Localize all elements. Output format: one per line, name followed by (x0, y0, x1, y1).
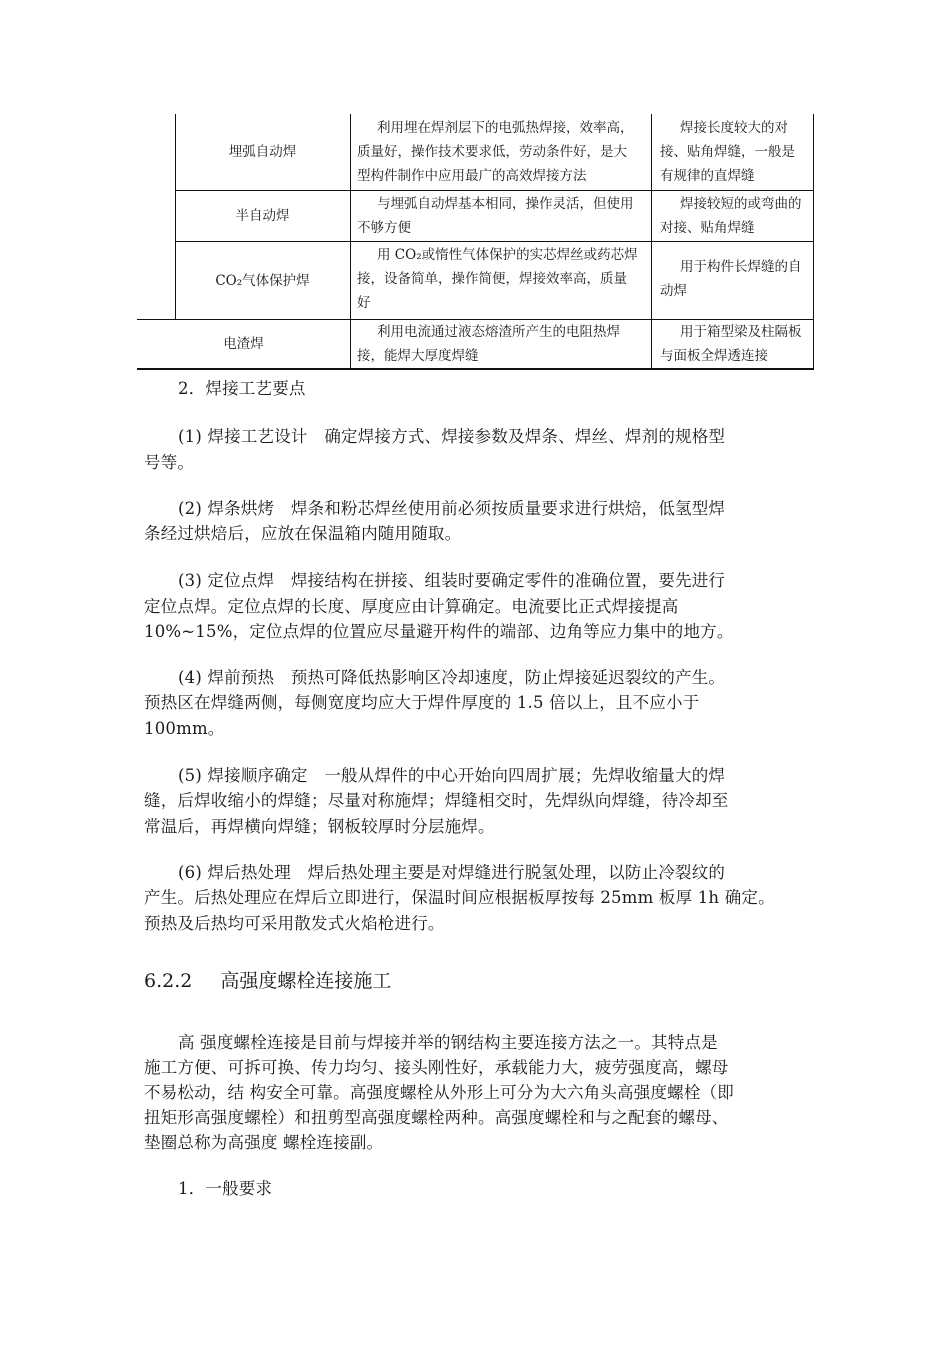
point-line: 10%~15%，定位点焊的位置应尽量避开构件的端部、边角等应力集中的地方。 (144, 622, 734, 641)
point-line: 100mm。 (144, 719, 225, 738)
table-line: 有规律的直焊缝 (660, 168, 755, 184)
section-title: 2．焊接工艺要点 (178, 379, 306, 398)
point-line: (2) 焊条烘烤 焊条和粉芯焊丝使用前必须按质量要求进行烘焙，低氢型焊 (178, 499, 726, 518)
point-line: 号等。 (144, 453, 195, 472)
table-line: 利用电流通过液态熔渣所产生的电阻热焊 (377, 324, 620, 340)
intro-line: 高 强度螺栓连接是目前与焊接并举的钢结构主要连接方法之一。其特点是 (178, 1033, 718, 1052)
table-cell-method: CO₂气体保护焊 (215, 272, 310, 289)
point-line: (4) 焊前预热 预热可降低热影响区冷却速度，防止焊接延迟裂纹的产生。 (178, 668, 726, 687)
table-line: 与埋弧自动焊基本相同，操作灵活，但使用 (377, 196, 634, 212)
table-line: 焊接长度较大的对 (680, 120, 788, 136)
table-cell-usage (653, 255, 813, 303)
point-line: (5) 焊接顺序确定 一般从焊件的中心开始向四周扩展；先焊收缩量大的焊 (178, 766, 726, 785)
table-cell-features (351, 192, 651, 240)
point-line: (1) 焊接工艺设计 确定焊接方式、焊接参数及焊条、焊丝、焊剂的规格型 (178, 427, 726, 446)
table-line: 接，能焊大厚度焊缝 (357, 348, 479, 364)
point-line: (3) 定位点焊 焊接结构在拼接、组装时要确定零件的准确位置，要先进行 (178, 571, 726, 590)
table-line: 与面板全焊透连接 (660, 348, 768, 364)
point-line: 缝，后焊收缩小的焊缝；尽量对称施焊；焊缝相交时，先焊纵向焊缝，待冷却至 (144, 791, 729, 810)
table-rule (651, 114, 652, 370)
table-line: 用于箱型梁及柱隔板 (680, 324, 802, 340)
intro-line: 不易松动，结 构安全可靠。高强度螺栓从外形上可分为大六角头高强度螺栓（即 (144, 1083, 734, 1102)
table-cell-method: 埋弧自动焊 (228, 144, 297, 160)
table-rule (813, 114, 814, 370)
table-line: 用 CO₂或惰性气体保护的实芯焊丝或药芯焊 (377, 247, 638, 263)
intro-line: 施工方便、可拆可换、传力均匀、接头刚性好，承载能力大，疲劳强度高，螺母 (144, 1058, 729, 1077)
table-line: 对接、贴角焊缝 (660, 220, 755, 236)
point-line: 条经过烘焙后，应放在保温箱内随用随取。 (144, 524, 462, 543)
subsection-title: 1．一般要求 (178, 1179, 273, 1198)
table-cell-usage (653, 320, 813, 368)
section-heading (144, 966, 391, 993)
table-line: 利用埋在焊剂层下的电弧热焊接，效率高， (377, 120, 634, 136)
table-rule (137, 368, 814, 370)
point-line: 产生。后热处理应在焊后立即进行，保温时间应根据板厚按每 25mm 板厚 1h 确定。 (144, 888, 775, 907)
point-line: 预热区在焊缝两侧，每侧宽度均应大于焊件厚度的 1.5 倍以上，且不应小于 (144, 693, 700, 712)
point-line: 预热及后热均可采用散发式火焰枪进行。 (144, 914, 445, 933)
table-line: 质量好，操作技术要求低，劳动条件好，是大 (357, 144, 627, 160)
point-line: 定位点焊。定位点焊的长度、厚度应由计算确定。电流要比正式焊接提高 (144, 597, 679, 616)
intro-line: 扭矩形高强度螺栓）和扭剪型高强度螺栓两种。高强度螺栓和与之配套的螺母、 (144, 1108, 729, 1127)
table-line: 用于构件长焊缝的自 (680, 259, 802, 275)
point-line: (6) 焊后热处理 焊后热处理主要是对焊缝进行脱氢处理，以防止冷裂纹的 (178, 863, 726, 882)
heading-number: 6.2.2 (144, 970, 193, 992)
table-cell-method: 电渣焊 (223, 336, 264, 352)
table-line: 接、贴角焊缝，一般是 (660, 144, 795, 160)
point-line: 常温后，再焊横向焊缝；钢板较厚时分层施焊。 (144, 817, 495, 836)
table-cell-usage (653, 192, 813, 240)
table-cell-usage (653, 116, 813, 188)
table-line: 型构件制作中应用最广的高效焊接方法 (357, 168, 587, 184)
table-line: 不够方便 (357, 220, 411, 236)
table-cell-features (351, 320, 651, 368)
table-line: 好 (357, 295, 371, 311)
table-line: 动焊 (660, 283, 687, 299)
heading-title: 高强度螺栓连接施工 (220, 970, 392, 992)
welding-methods-table (137, 114, 814, 370)
table-cell-features (351, 243, 651, 315)
table-line: 焊接较短的或弯曲的 (680, 196, 802, 212)
table-cell-features (351, 116, 651, 188)
table-cell-method: 半自动焊 (235, 208, 290, 224)
intro-line: 垫圈总称为高强度 螺栓连接副。 (144, 1133, 384, 1152)
table-line: 接，设备简单，操作简便，焊接效率高，质量 (357, 271, 627, 287)
